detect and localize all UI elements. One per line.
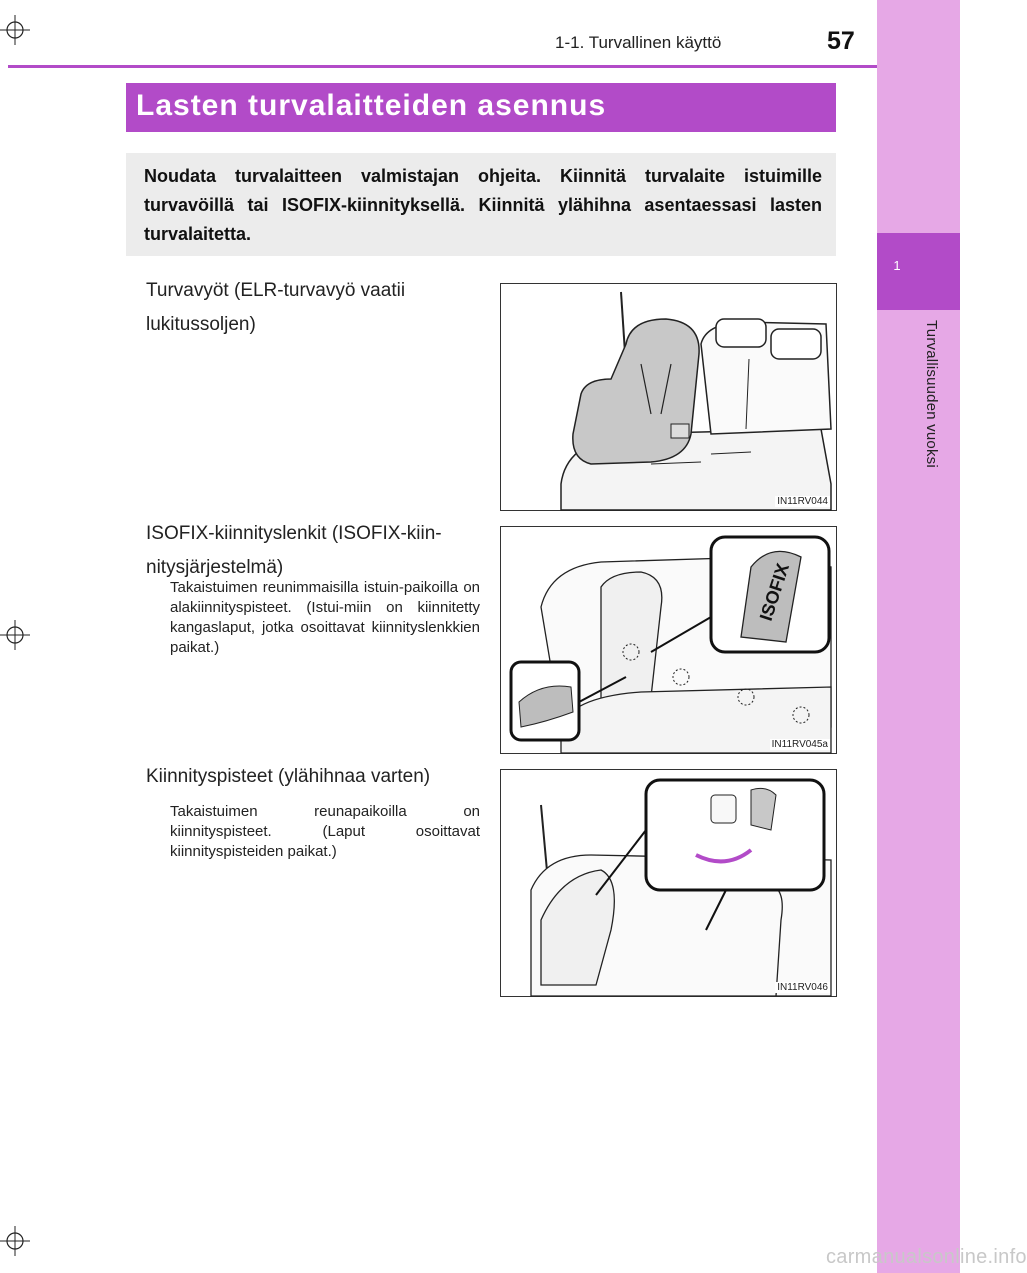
- item-desc-anchor-points: Takaistuimen reunapaikoilla on kiinnityspisteet. (Laput osoittavat kiinnityspisteiden paikat.): [170, 803, 480, 860]
- item-desc-isofix: Takaistuimen reunimmaisilla istuin-paikoilla on alakiinnityspisteet. (Istui-miin on kiinnitetty kangaslaput, jotka osoittavat kiinnityslenkkien paikat.): [170, 579, 480, 656]
- registration-mark-icon: [0, 620, 30, 650]
- chapter-number: 1: [893, 258, 901, 273]
- isofix-anchors-illustration: [501, 527, 836, 753]
- figure-isofix-anchors: [500, 526, 837, 754]
- figure-top-tether-anchors: [500, 769, 837, 997]
- item-title-isofix: ISOFIX-kiinnityslenkit (ISOFIX-kiin-nitysjärjestelmä): [146, 523, 442, 578]
- figure-seatbelt-child-seat: [500, 283, 837, 511]
- registration-mark-icon: [0, 15, 30, 45]
- intro-text: Noudata turvalaitteen valmistajan ohjeita. Kiinnitä turvalaite istuimille turvavöillä tai ISOFIX-kiinnityksellä. Kiinnitä ylähihna asentaessasi lasten turvalaitetta.: [144, 166, 822, 244]
- header-section-title: 1-1. Turvallinen käyttö: [555, 33, 722, 52]
- item-title-seatbelts: Turvavyöt (ELR-turvavyö vaatii lukitussoljen): [146, 280, 406, 335]
- chapter-title: Turvallisuuden vuoksi: [923, 320, 940, 468]
- chapter-side-tab: [877, 0, 960, 1273]
- top-tether-illustration: [501, 770, 836, 996]
- figure-label: IN11RV044: [777, 496, 828, 507]
- child-seat-seatbelt-illustration: [501, 284, 836, 510]
- registration-mark-icon: [0, 1226, 30, 1256]
- isofix-tag-text: ISOFIX: [755, 560, 794, 624]
- figure-label: IN11RV045a: [771, 739, 828, 750]
- figure-label: IN11RV046: [777, 982, 828, 993]
- page-number: 57: [827, 27, 855, 55]
- watermark-logo: carmanualsonline.info: [826, 1246, 1027, 1268]
- section-title: Lasten turvalaitteiden asennus: [136, 89, 607, 122]
- item-title-anchor-points: Kiinnityspisteet (ylähihnaa varten): [146, 766, 431, 787]
- header-divider: [8, 65, 877, 68]
